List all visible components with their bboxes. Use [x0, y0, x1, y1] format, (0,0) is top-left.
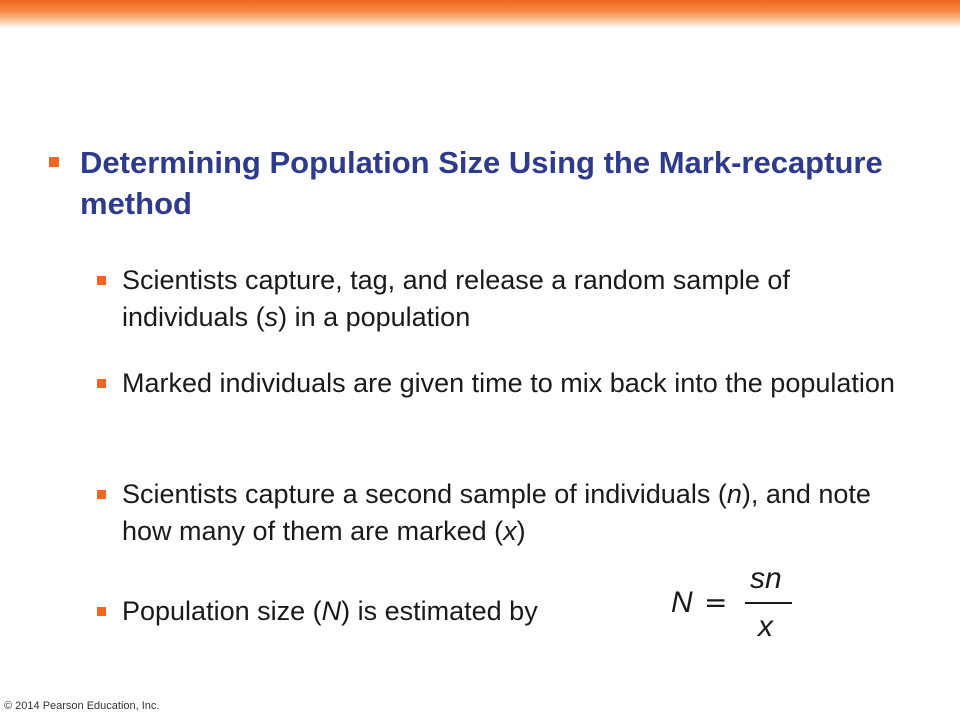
- formula-equals: =: [704, 586, 728, 619]
- item-text: ): [516, 516, 526, 546]
- list-item: Marked individuals are given time to mix back into the population: [122, 368, 895, 398]
- formula-numerator: sn: [750, 562, 782, 595]
- item-text: Population size (: [122, 596, 322, 626]
- item-text: Scientists capture a second sample of individuals (: [122, 479, 727, 509]
- slide-heading: Determining Population Size Using the Mark-recapture method: [80, 145, 883, 221]
- item-text: ) is estimated by: [341, 596, 538, 626]
- formula-denominator: x: [758, 610, 773, 643]
- item-text: ) in a population: [278, 302, 471, 332]
- formula-lhs: N: [671, 586, 693, 619]
- item-variable: N: [321, 596, 342, 626]
- population-formula: [670, 562, 810, 652]
- item-text: ), and note how many of them are marked (: [122, 479, 871, 546]
- item-variable: n: [726, 479, 742, 509]
- item-variable: s: [264, 302, 279, 332]
- item-text: Scientists capture, tag, and release a random sample of individuals (: [122, 265, 790, 332]
- list-item: [122, 262, 912, 336]
- list-item: [122, 593, 662, 630]
- item-variable: x: [503, 516, 517, 546]
- bullet-icon: [97, 607, 106, 616]
- top-accent-bar: [0, 0, 960, 28]
- copyright-footer: © 2014 Pearson Education, Inc.: [4, 700, 160, 712]
- bullet-icon: [97, 490, 106, 499]
- heading-bullet-icon: [49, 157, 59, 167]
- fraction-bar: [745, 602, 792, 604]
- bullet-icon: [97, 276, 106, 285]
- bullet-icon: [97, 379, 106, 388]
- list-item: [122, 476, 912, 550]
